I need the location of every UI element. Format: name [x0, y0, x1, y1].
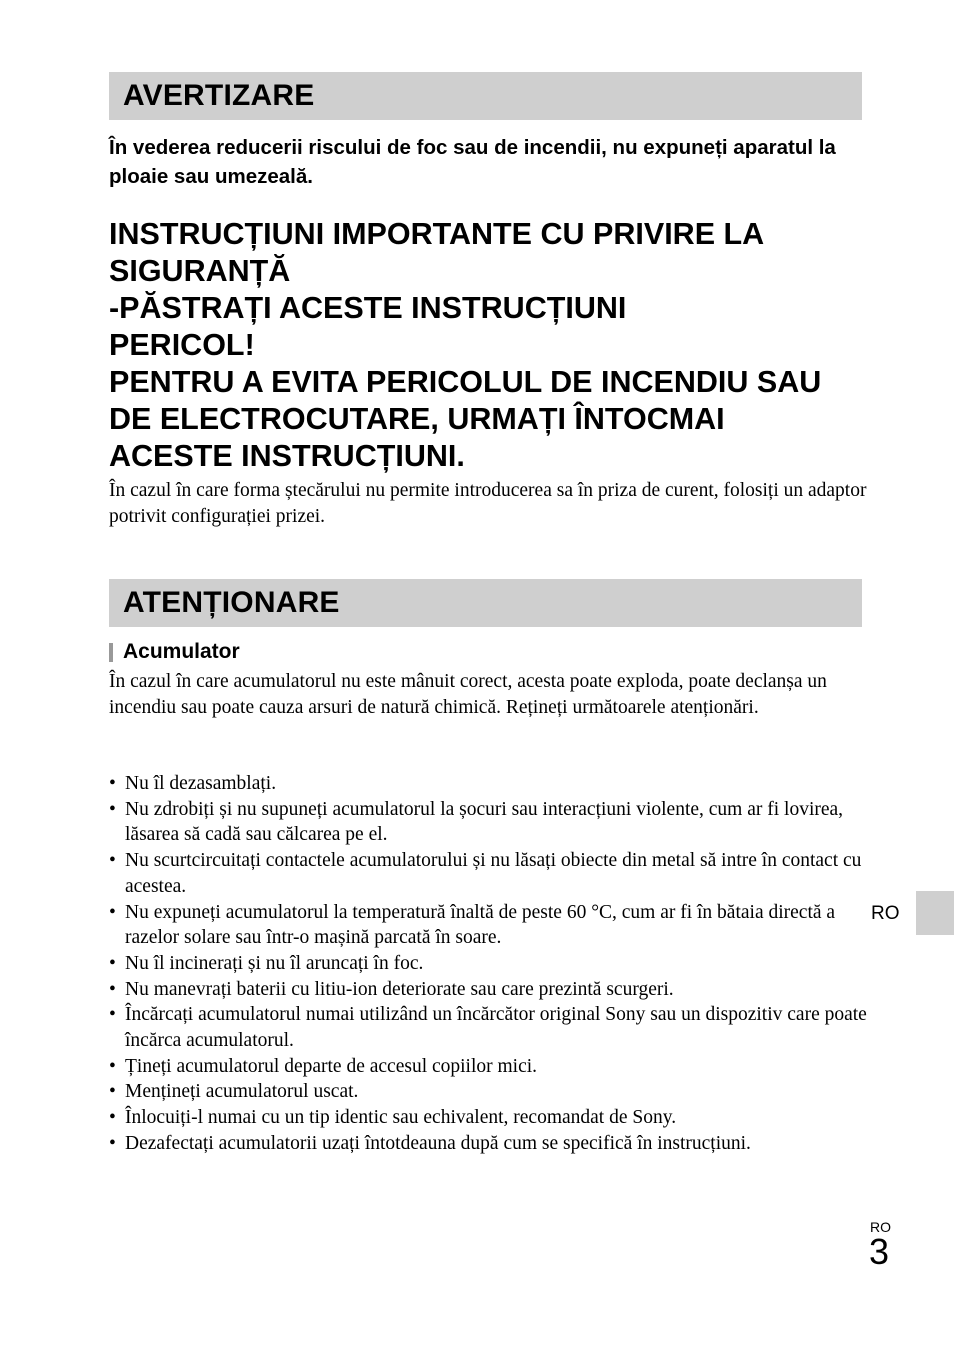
list-item: • Țineți acumulatorul departe de accesul copiilor mici.	[109, 1054, 869, 1080]
safety-title-line: SIGURANȚĂ	[109, 254, 291, 288]
list-item: • Mențineți acumulatorul uscat.	[109, 1079, 869, 1105]
warning-heading-bar	[109, 72, 862, 120]
battery-bullet-list	[109, 771, 869, 1157]
list-item: • Nu expuneți acumulatorul la temperatură înaltă de peste 60 °C, cum ar fi în bătaia directă a razelor solare sau într-o mașină parcată în soare.	[109, 900, 869, 951]
battery-subheading	[109, 640, 240, 664]
list-item: • Încărcați acumulatorul numai utilizând un încărcător original Sony sau un dispozitiv care poate încărca acumulatorul.	[109, 1002, 869, 1053]
safety-title-line: PENTRU A EVITA PERICOLUL DE INCENDIU SAU	[109, 365, 822, 399]
warning-heading: AVERTIZARE	[123, 79, 315, 112]
subheading-marker	[109, 643, 113, 662]
plug-adapter-text: În cazul în care forma ștecărului nu permite introducerea sa în priza de curent, folosiți un adaptor potrivit configurației prizei.	[109, 480, 867, 527]
list-item: • Înlocuiți-l numai cu un tip identic sau echivalent, recomandat de Sony.	[109, 1105, 869, 1131]
list-item: • Nu îl incinerați și nu îl aruncați în foc.	[109, 951, 869, 977]
safety-title-line: -PĂSTRAȚI ACESTE INSTRUCȚIUNI	[109, 291, 627, 325]
safety-title-line: INSTRUCȚIUNI IMPORTANTE CU PRIVIRE LA	[109, 217, 765, 251]
page-number: 3	[869, 1231, 890, 1272]
safety-title-line: DE ELECTROCUTARE, URMAȚI ÎNTOCMAI	[109, 402, 725, 436]
safety-title-line: PERICOL!	[109, 328, 255, 362]
list-item: • Nu zdrobiți și nu supuneți acumulatorul la șocuri sau interacțiuni violente, cum ar fi lovirea, lăsarea să cadă sau călcarea pe el.	[109, 797, 869, 848]
caution-heading-bar	[109, 579, 862, 627]
warning-text: În vederea reducerii riscului de foc sau de incendii, nu expuneți aparatul la ploaie sau umezeală.	[109, 136, 836, 188]
side-language-label: RO	[871, 903, 900, 924]
safety-title-line: ACESTE INSTRUCȚIUNI.	[109, 439, 465, 473]
safety-title	[109, 216, 909, 475]
caution-heading: ATENȚIONARE	[123, 586, 340, 619]
list-item: • Dezafectați acumulatorii uzați întotdeauna după cum se specifică în instrucțiuni.	[109, 1131, 869, 1157]
list-item: • Nu îl dezasamblați.	[109, 771, 869, 797]
battery-heading: Acumulator	[123, 640, 240, 663]
side-language-tab	[916, 891, 954, 935]
battery-intro: În cazul în care acumulatorul nu este mânuit corect, acesta poate exploda, poate declanșa un incendiu sau poate cauza arsuri de natură chimică. Rețineți următoarele atenționări.	[109, 671, 827, 718]
footer-language-code: RO	[870, 1219, 891, 1235]
list-item: • Nu manevrați baterii cu litiu-ion deteriorate sau care prezintă scurgeri.	[109, 977, 869, 1003]
list-item: • Nu scurtcircuitați contactele acumulatorului și nu lăsați obiecte din metal să intre în contact cu acestea.	[109, 848, 869, 899]
